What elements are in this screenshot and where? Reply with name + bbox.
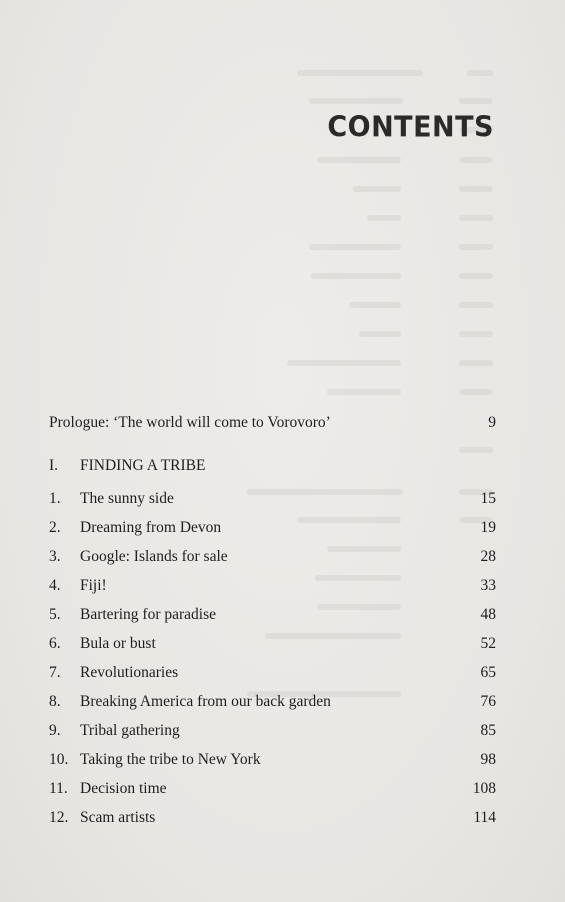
toc-entry (49, 629, 496, 658)
chapter-number: 9. (49, 721, 61, 739)
toc-entry (49, 571, 496, 600)
toc-entry (49, 745, 496, 774)
toc-entry (49, 803, 496, 832)
toc-prologue (49, 414, 496, 432)
prologue-title: Prologue: ‘The world will come to Vorovoro’ (49, 414, 331, 431)
part-title: FINDING A TRIBE (80, 457, 206, 474)
chapter-number: 5. (49, 605, 61, 623)
toc-entry (49, 513, 496, 542)
chapter-title: The sunny side (80, 489, 174, 507)
chapter-title: Google: Islands for sale (80, 547, 228, 565)
chapter-title: Tribal gathering (80, 721, 180, 739)
chapter-title: Bula or bust (80, 634, 156, 652)
chapter-page: 114 (473, 808, 496, 826)
chapter-number: 11. (49, 779, 68, 797)
chapter-page: 33 (480, 576, 496, 594)
toc-part-heading (49, 457, 205, 475)
toc-entry (49, 716, 496, 745)
chapter-title: Bartering for paradise (80, 605, 216, 623)
toc-list (49, 484, 496, 832)
chapter-title: Scam artists (80, 808, 156, 826)
toc-entry (49, 600, 496, 629)
prologue-page: 9 (488, 414, 496, 431)
chapter-title: Revolutionaries (80, 663, 179, 681)
page-title: CONTENTS (327, 111, 494, 144)
toc-entry (49, 774, 496, 803)
chapter-page: 85 (480, 721, 496, 739)
toc-entry (49, 542, 496, 571)
toc-entry (49, 687, 496, 716)
toc-entry (49, 658, 496, 687)
chapter-number: 10. (49, 750, 69, 768)
chapter-page: 65 (480, 663, 496, 681)
chapter-title: Breaking America from our back garden (80, 692, 331, 710)
chapter-title: Dreaming from Devon (80, 518, 222, 536)
chapter-page: 98 (480, 750, 496, 768)
chapter-number: 8. (49, 692, 61, 710)
chapter-page: 52 (480, 634, 496, 652)
chapter-title: Decision time (80, 779, 167, 797)
chapter-page: 76 (480, 692, 496, 710)
chapter-page: 28 (480, 547, 496, 565)
chapter-number: 2. (49, 518, 61, 536)
chapter-number: 12. (49, 808, 69, 826)
chapter-number: 6. (49, 634, 61, 652)
chapter-number: 7. (49, 663, 61, 681)
chapter-title: Fiji! (80, 576, 107, 594)
chapter-number: 3. (49, 547, 61, 565)
chapter-page: 48 (480, 605, 496, 623)
toc-entry (49, 484, 496, 513)
chapter-number: 4. (49, 576, 61, 594)
chapter-page: 108 (472, 779, 496, 797)
chapter-page: 19 (480, 518, 496, 536)
chapter-title: Taking the tribe to New York (80, 750, 261, 768)
chapter-page: 15 (480, 489, 496, 507)
chapter-number: 1. (49, 489, 61, 507)
part-number: I. (49, 457, 59, 474)
